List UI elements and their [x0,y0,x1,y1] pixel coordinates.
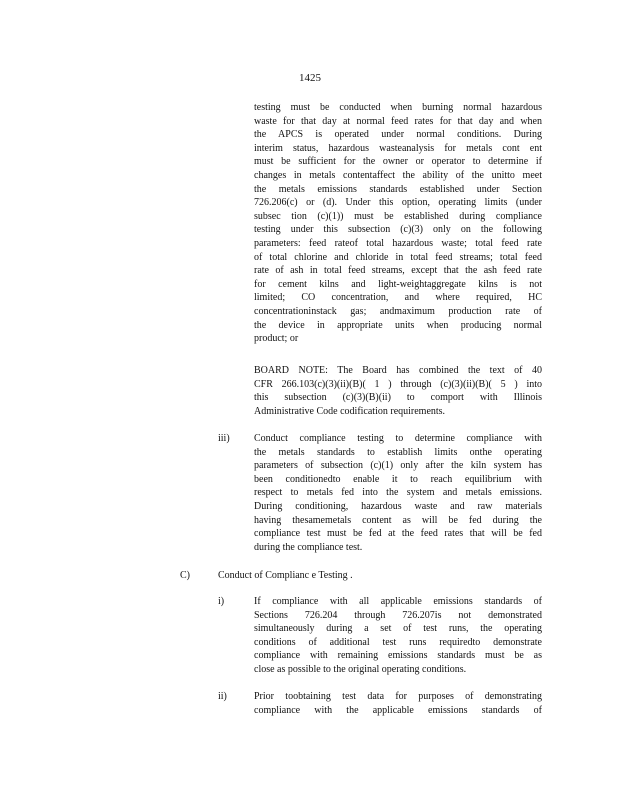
text-line: the APCS is operated under normal conditions. During [254,129,542,141]
text-line: having thesamemetals content as will be fed during the [254,514,542,526]
text-line: the metals standards to establish limits onthe operating [254,446,542,458]
item-iii-text [254,432,542,554]
paragraph-operating-limits [254,101,542,346]
section-c-label: C) [180,570,190,581]
text-line: conditions of additional test runs requiredto demonstrate [254,636,542,648]
page-number: 1425 [299,72,321,84]
text-line: product; or [254,333,299,345]
item-c-ii-label: ii) [218,691,227,702]
text-line: waste for that day at normal feed rates for that day and when [254,115,542,127]
text-line: the device in appropriate units when producing normal [254,319,542,331]
text-line: 726.206(c) or (d). Under this option, operating limits (under [254,197,542,209]
text-line: limited; CO concentration, and where required, HC [254,292,542,304]
text-line: during the compliance test. [254,541,363,553]
text-line: simultaneously during a set of test runs, the operating [254,623,542,635]
item-iii-label: iii) [218,433,230,444]
section-c-heading: Conduct of Complianc e Testing . [218,570,353,581]
text-line: compliance test must be fed at the feed rates that will be fed [254,528,542,540]
board-note [254,364,542,418]
text-line: parameters of subsection (c)(1) only after the kiln system has [254,460,542,472]
text-line: testing under this subsection (c)(3) only on the following [254,224,542,236]
text-line: Prior toobtaining test data for purposes of demonstrating [254,691,542,702]
text-line: Administrative Code codification requirements. [254,405,446,417]
text-line: parameters: feed rateof total hazardous waste; total feed rate [254,237,542,249]
text-line: for cement kilns and light-weightaggregate kilns is not [254,278,542,290]
text-line: compliance with the applicable emissions standards of [254,704,542,716]
text-line: During conditioning, hazardous waste and raw materials [254,500,542,512]
text-line: Conduct compliance testing to determine compliance with [254,433,542,444]
text-line: close as possible to the original operating conditions. [254,663,467,675]
text-line: rate of ash in total feed streams, except that the ash feed rate [254,265,542,277]
item-c-i-label: i) [218,596,225,607]
text-line: subsec tion (c)(1)) must be established during compliance [254,210,542,222]
text-line: CFR 266.103(c)(3)(ii)(B)( 1 ) through (c)(3)(ii)(B)( 5 ) into [254,378,542,390]
text-line: BOARD NOTE: The Board has combined the text of 40 [254,365,542,376]
text-line: been conditionedto enable it to reach equilibrium with [254,473,542,485]
item-c-ii-text [254,690,542,717]
text-line: this subsection (c)(3)(B)(ii) to comport with Illinois [254,392,542,404]
item-c-i-text [254,595,542,677]
text-line: Sections 726.204 through 726.207is not demonstrated [254,609,542,621]
text-line: testing must be conducted when burning normal hazardous [254,102,542,113]
text-line: changes in metals contentaffect the ability of the unitto meet [254,169,542,181]
text-line: If compliance with all applicable emissions standards of [254,596,542,607]
text-line: must be sufficient for the owner or operator to determine if [254,156,542,168]
text-line: concentrationinstack gas; andmaximum production rate of [254,305,542,317]
text-line: respect to metals fed into the system and metals emissions. [254,487,542,499]
text-line: the metals emissions standards established under Section [254,183,542,195]
text-line: of total chlorine and chloride in total feed streams; total feed [254,251,542,263]
text-line: compliance with remaining emissions standards must be as [254,650,542,662]
text-line: interim status, hazardous wasteanalysis for metals cont ent [254,142,542,154]
